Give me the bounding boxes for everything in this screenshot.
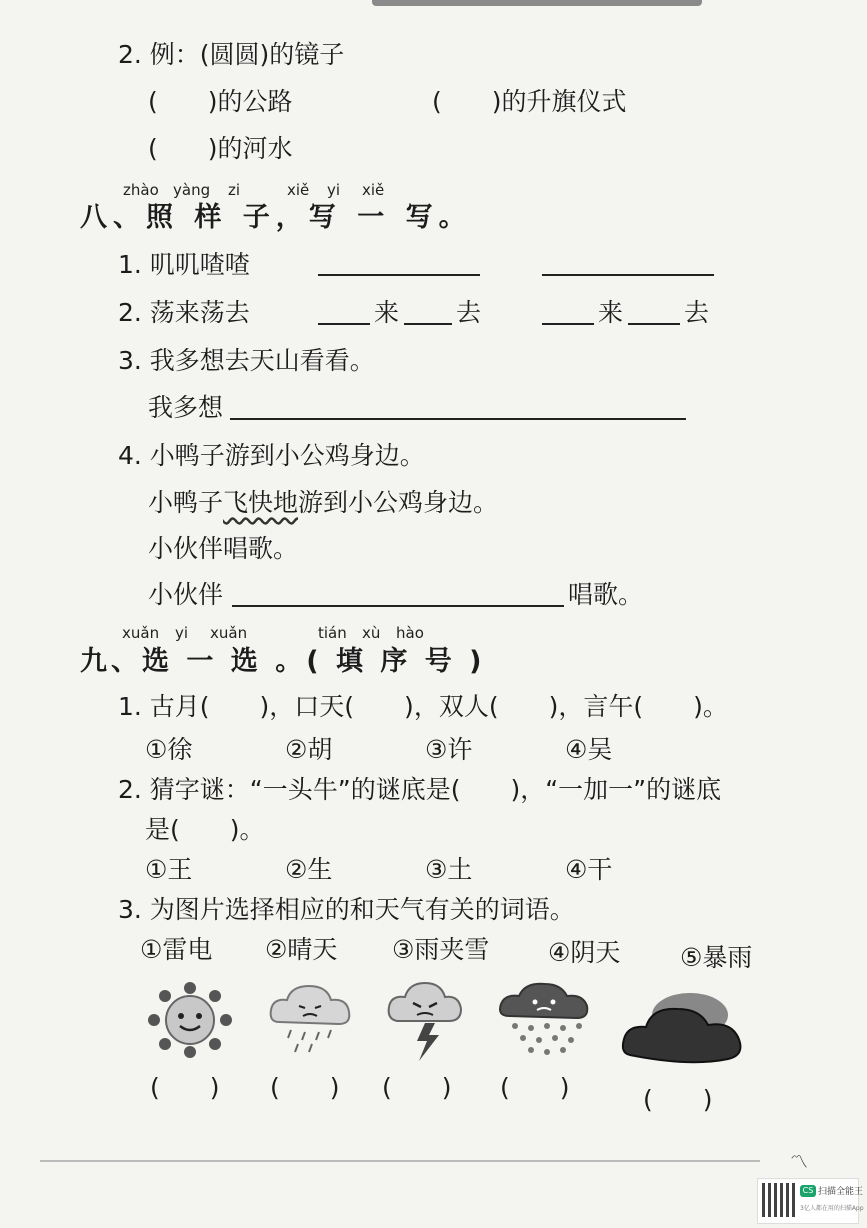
s8-q3: 3. 我多想去天山看看。 [118,346,375,375]
s8-pinyin-4: xiě [287,181,310,199]
s8-q4-example-c: 游到小公鸡身边。 [298,488,499,517]
s9-q2-opt-2: ②生 [285,855,333,884]
s8-q1-blank-2[interactable] [542,274,714,276]
s9-q2-b: 是( )。 [145,815,265,844]
s9-q2-a: 2. 猜字谜：“一头牛”的谜底是( )，“一加一”的谜底 [118,775,722,804]
s7-answer-2: ( )的升旗仪式 [432,87,627,116]
s8-q4-b-prefix: 小伙伴 [148,580,224,609]
s9-pinyin-5: xù [362,624,381,642]
s7-q2: 2. 例：(圆圆)的镜子 [118,40,345,69]
s9-q1-opt-4: ④吴 [565,735,613,764]
s9-q3-blank-5[interactable]: ( ) [643,1085,713,1114]
s9-pinyin-1: xuǎn [122,624,160,642]
s8-q2-blank-1[interactable] [318,323,370,325]
sun-icon [140,980,240,1060]
s8-q2: 2. 荡来荡去 [118,298,250,327]
s9-q3-blank-4[interactable]: ( ) [500,1073,570,1102]
top-edge-bar [372,0,702,6]
s8-pinyin-6: xiě [362,181,385,199]
s9-q3-opt-3: ③雨夹雪 [392,935,490,964]
s9-q2-opt-4: ④干 [565,855,613,884]
page-bottom-edge [40,1160,760,1162]
s9-q3-opt-1: ①雷电 [140,935,213,964]
s9-q3-opt-4: ④阴天 [548,938,621,967]
s8-q4-b-suffix: 唱歌。 [568,580,644,609]
s8-q3-prefix: 我多想 [148,393,224,422]
s8-pinyin-3: zi [228,181,241,199]
s8-q1: 1. 叽叽喳喳 [118,250,250,279]
s9-pinyin-2: yi [175,624,189,642]
watermark-subtitle: 3亿人都在用的扫描App [800,1205,864,1212]
s9-q3: 3. 为图片选择相应的和天气有关的词语。 [118,895,575,924]
s9-pinyin-4: tián [318,624,347,642]
page-curl-mark: 〽 [790,1152,808,1173]
s8-q4-example-wavy: 飞快地 [223,488,299,517]
s8-q3-blank[interactable] [230,418,686,420]
s8-q2-blank-2[interactable] [404,323,452,325]
s9-q3-opt-2: ②晴天 [265,935,338,964]
s9-q1-opt-3: ③许 [425,735,473,764]
s8-title: 八、照 样 子，写 一 写。 [80,202,472,233]
watermark-app-name: 扫描全能王 [818,1187,864,1197]
camscanner-logo-icon: CS [800,1185,816,1197]
s9-q3-opt-5: ⑤暴雨 [680,943,753,972]
s9-q2-opt-1: ①王 [145,855,193,884]
dark-cloud-icon [620,985,750,1075]
s8-q2-qu-2: 去 [684,298,710,327]
s8-q4: 4. 小鸭子游到小公鸡身边。 [118,441,425,470]
s9-pinyin-6: hào [396,624,424,642]
s7-answer-3: ( )的河水 [148,134,293,163]
qr-code-icon [762,1183,796,1217]
s8-pinyin-2: yàng [173,181,211,199]
s8-q2-lai-1: 来 [374,298,400,327]
rain-cloud-icon [265,978,355,1058]
s8-q4-example [148,488,498,518]
s9-q1-opt-1: ①徐 [145,735,193,764]
s9-title: 九、选 一 选 。( 填 序 号 ) [80,646,486,677]
s9-q3-blank-1[interactable]: ( ) [150,1073,220,1102]
thunder-cloud-icon [385,975,465,1065]
s8-q4-b-blank[interactable] [232,605,564,607]
sleet-cloud-icon [495,978,595,1058]
s9-q1-opt-2: ②胡 [285,735,333,764]
s8-pinyin-1: zhào [123,181,159,199]
s8-q2-qu-1: 去 [456,298,482,327]
s8-q2-lai-2: 来 [598,298,624,327]
s9-q3-blank-3[interactable]: ( ) [382,1073,452,1102]
scanner-watermark [757,1178,864,1224]
s9-q3-blank-2[interactable]: ( ) [270,1073,340,1102]
s8-q4-example-a: 小鸭子 [148,488,224,517]
s8-q2-blank-3[interactable] [542,323,594,325]
s8-q2-blank-4[interactable] [628,323,680,325]
s8-q1-blank-1[interactable] [318,274,480,276]
s8-pinyin-5: yi [327,181,341,199]
s9-q2-opt-3: ③土 [425,855,473,884]
s9-q1: 1. 古月( )，口天( )，双人( )，言午( )。 [118,692,728,721]
s9-pinyin-3: xuǎn [210,624,248,642]
s7-answer-1: ( )的公路 [148,87,293,116]
s8-q4-b: 小伙伴唱歌。 [148,534,299,563]
